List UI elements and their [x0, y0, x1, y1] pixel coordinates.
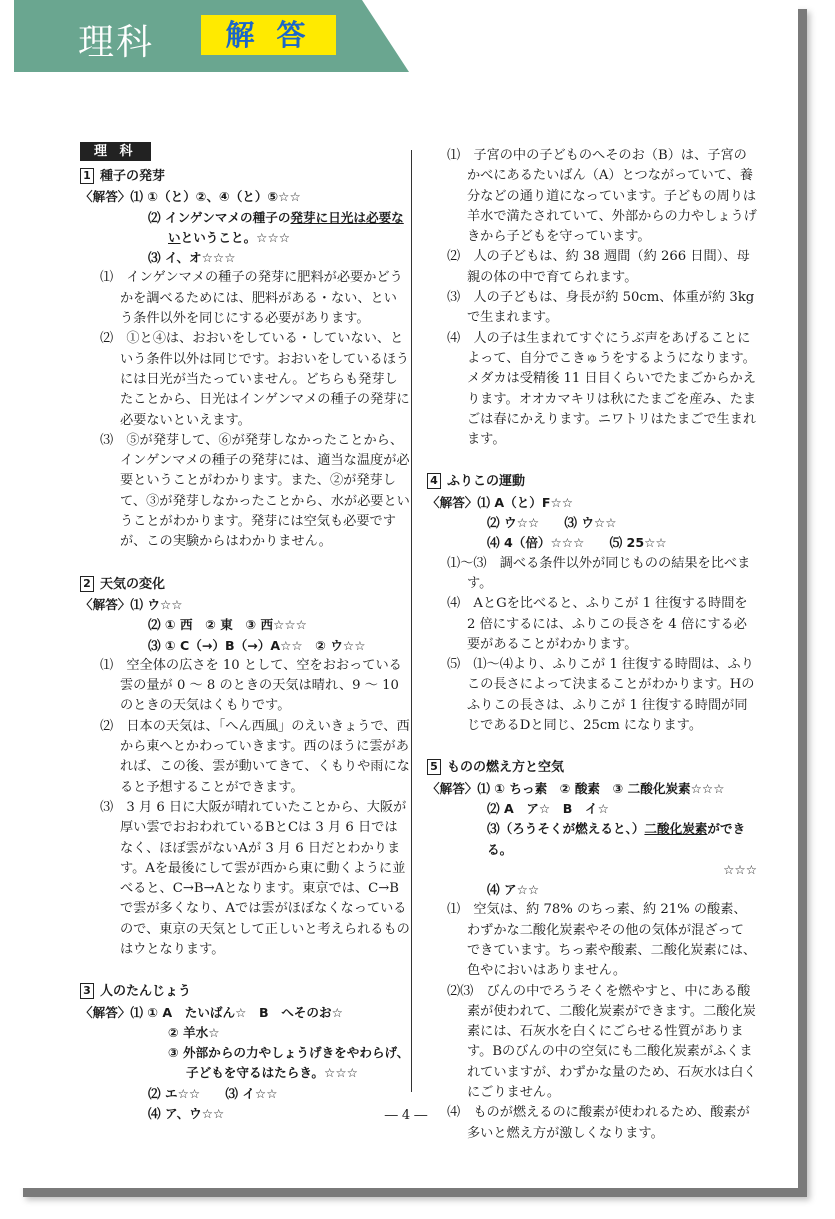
question-2-heading: [80, 575, 410, 595]
q4-answer-3: ⑷ 4（倍）☆☆☆ ⑸ 25☆☆: [487, 535, 667, 551]
q5-answer-3-end: ができる。: [487, 821, 746, 857]
question-number: 1: [80, 168, 94, 184]
q1-answer-2-underline-cont: い: [168, 229, 181, 245]
q3-explanation-2: ⑵ 人の子どもは、約 38 週間（約 266 日間）、母親の体の中で育てられます。: [447, 249, 750, 285]
question-title: 種子の発芽: [100, 169, 166, 184]
right-column: [427, 146, 757, 1144]
q5-explanation-3: ⑷ ものが燃えるのに酸素が使われるため、酸素が多いと燃え方が激しくなります。: [447, 1105, 750, 1141]
q2-explanation-3: ⑶ 3 月 6 日に大阪が晴れていたことから、大阪が厚い雲でおおわれているBとCは 3 月 6 日ではなく、ほぼ雲がないAが 3 月 6 日だとわかります。Aを最後にして雲が西から東に動くように並べると、C→B→Aとなります。東京では、C→Bで雲が多くなり、Aでは雲がほぼなくなっているので、東京の天気として正しいと考えられるものはウとなります。: [100, 799, 410, 957]
q5-answer-4: ⑷ ア☆☆: [487, 882, 540, 898]
q4-explanation-2: ⑷ AとGを比べると、ふりこが 1 往復する時間を 2 倍にするには、ふりこの長さを 4 倍にする必要があることがわかります。: [447, 596, 748, 652]
q3-explanation-1: ⑴ 子宮の中の子どものへそのお（B）は、子宮のかべにあるたいばん（A）とつながっていて、養分などの通り道になっています。子どもの周りは羊水で満たされていて、外部からの力やしょうげきから子どもを守っています。: [447, 148, 757, 245]
question-title: 人のたんじょう: [100, 984, 192, 1000]
q3-answer-4: ⑷ ア、ウ☆☆: [148, 1106, 225, 1122]
q5-answer-3: [427, 819, 757, 860]
question-3-heading: [80, 982, 410, 1002]
q5-explanation-2: ⑵⑶ びんの中でろうそくを燃やすと、中にある酸素が使われて、二酸化炭素ができます。二酸化炭素には、石灰水を白くにごらせる性質があります。Bのびんの中の空気にも二酸化炭素がふくまれていますが、わずかな量のため、石灰水は白くにごりません。: [447, 983, 757, 1101]
question-title: ふりこの運動: [447, 474, 526, 490]
q1-explanation-2: ⑵ ①と④は、おおいをしている・していない、という条件以外は同じです。おおいをしているほうには日光が当たっていません。どちらも発芽したことから、日光はインゲンマメの種子の発芽に必要ないといえます。: [100, 331, 410, 428]
q5-answer-3-text: ⑶（ろうそくが燃えると、）: [487, 821, 645, 837]
q5-answer-2: ⑵ A ア☆ B イ☆: [487, 800, 609, 816]
q2-explanation-1: ⑴ 空全体の広さを 10 として、空をおおっている雲の量が 0 〜 8 のときの天気は晴れ、9 〜 10 のときの天気はくもりです。: [100, 657, 402, 714]
answer-page: [14, 0, 798, 1188]
q3-answer-1-3: ③ 外部からの力やしょうげきをやわらげ、子どもを守るはたらき。☆☆☆: [168, 1045, 410, 1081]
q2-answer-2: ⑵ ① 西 ② 東 ③ 西☆☆☆: [148, 617, 307, 633]
subject-title: 理科: [78, 22, 155, 63]
question-number: 4: [427, 473, 441, 489]
q5-explanation-1: ⑴ 空気は、約 78% のちっ素、約 21% の酸素、わずかな二酸化炭素やその他の気体が混ざってできています。ちっ素や酸素、二酸化炭素には、色やにおいはありません。: [447, 902, 757, 979]
q2-answer-3: ⑶ ① C（→）B（→）A☆☆ ② ウ☆☆: [148, 637, 366, 653]
q4-answer-2: ⑵ ウ☆☆ ⑶ ウ☆☆: [487, 515, 617, 531]
question-1-heading: [80, 167, 410, 187]
question-number: 3: [80, 983, 94, 999]
column-divider: [411, 150, 412, 1092]
q3-explanation-4: ⑷ 人の子は生まれてすぐにうぶ声をあげることによって、自分でこきゅうをするようになります。メダカは受精後 11 日目くらいでたまごからかえります。オオカマキリは秋にたまごを産み、たまごは春にかえります。ニワトリはたまごで生まれます。: [447, 330, 757, 448]
question-4-heading: [427, 472, 757, 492]
q1-answer-1: 〈解答〉⑴ ①（と）②、④（と）⑤☆☆: [80, 189, 301, 205]
question-5-heading: [427, 758, 757, 778]
q2-answer-1: 〈解答〉⑴ ウ☆☆: [80, 596, 183, 612]
q5-answer-3-stars: ☆☆☆: [723, 861, 757, 877]
q4-explanation-1: ⑴〜⑶ 調べる条件以外が同じものの結果を比べます。: [447, 555, 751, 591]
q3-answer-2: ⑵ エ☆☆ ⑶ イ☆☆: [148, 1085, 278, 1101]
q4-explanation-3: ⑸ ⑴〜⑷より、ふりこが 1 往復する時間は、ふりこの長さによって決まることがわかります。Hのふりこの長さは、ふりこが 1 往復する時間が同じであるDと同じ、25cm になります。: [447, 657, 755, 734]
q3-answer-1-2: ② 羊水☆: [168, 1024, 220, 1040]
q1-answer-2-underline: 発芽に日光は必要な: [290, 209, 404, 225]
answer-label: 解 答: [201, 15, 336, 55]
question-number: 5: [427, 759, 441, 775]
q1-answer-2-end: ということ。☆☆☆: [180, 229, 291, 245]
left-column: [80, 142, 410, 1124]
q5-answer-1: 〈解答〉⑴ ① ちっ素 ② 酸素 ③ 二酸化炭素☆☆☆: [427, 780, 725, 796]
q5-answer-3-underline: 二酸化炭素: [644, 821, 708, 837]
question-number: 2: [80, 576, 94, 592]
q1-answer-2-text: ⑵ インゲンマメの種子の: [148, 209, 291, 225]
page-number: ― 4 ―: [384, 1108, 428, 1123]
q1-explanation-1: ⑴ インゲンマメの種子の発芽に肥料が必要かどうかを調べるためには、肥料がある・ない、という条件以外を同じにする必要があります。: [100, 270, 403, 327]
q1-answer-2: [80, 208, 410, 249]
q3-answer-1: 〈解答〉⑴ ① A たいばん☆ B へそのお☆: [80, 1004, 343, 1020]
q3-explanation-3: ⑶ 人の子どもは、身長が約 50cm、体重が約 3kg で生まれます。: [447, 290, 755, 326]
q4-answer-1: 〈解答〉⑴ A（と）F☆☆: [427, 494, 574, 510]
q2-explanation-2: ⑵ 日本の天気は、「へん西風」のえいきょうで、西から東へとかわっていきます。西のほうに雲があれば、この後、雲が動いてきて、くもりや雨になると予想することができます。: [100, 718, 410, 795]
question-title: 天気の変化: [100, 576, 166, 592]
q1-answer-3: ⑶ イ、オ☆☆☆: [148, 250, 236, 266]
q1-explanation-3: ⑶ ⑤が発芽して、⑥が発芽しなかったことから、インゲンマメの種子の発芽には、適当な温度が必要ということがわかります。また、②が発芽して、③が発芽しなかったことから、水が必要ということがわかります。発芽には空気も必要ですが、この実験からはわかりません。: [100, 432, 410, 550]
section-tag: 理 科: [80, 142, 151, 161]
question-title: ものの燃え方と空気: [447, 760, 565, 776]
